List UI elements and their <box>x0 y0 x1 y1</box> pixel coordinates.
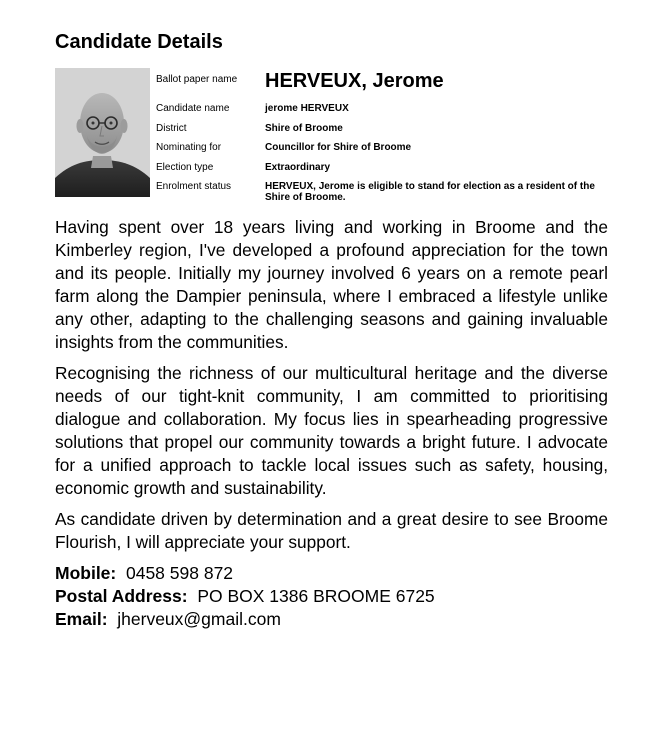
mobile-number: 0458 598 872 <box>125 563 234 583</box>
candidate-photo <box>55 68 150 197</box>
detail-row <box>156 139 608 159</box>
details-table <box>156 68 608 203</box>
detail-row <box>156 159 608 179</box>
statement-paragraph: As candidate driven by determination and a great desire to see Broome Flourish, I will appreciate your support. <box>55 509 608 552</box>
candidate-details-page <box>55 30 608 631</box>
detail-row-ballot-name <box>156 68 608 100</box>
detail-value: jerome HERVEUX <box>265 103 349 114</box>
contact-mobile <box>55 562 608 585</box>
detail-label: Election type <box>156 161 214 173</box>
detail-label: Ballot paper name <box>156 74 238 85</box>
enrolment-status: HERVEUX, Jerome is eligible to stand for election as a resident of the Shire of Broome. <box>265 181 595 203</box>
contact-email <box>55 608 608 631</box>
contact-label: Postal Address: <box>55 586 188 606</box>
contact-postal <box>55 585 608 608</box>
postal-address: PO BOX 1386 BROOME 6725 <box>197 586 435 606</box>
detail-row <box>156 120 608 140</box>
candidate-statement <box>55 216 608 554</box>
detail-value: Councillor for Shire of Broome <box>265 142 412 153</box>
detail-row <box>156 100 608 120</box>
contact-label: Email: <box>55 609 108 629</box>
statement-paragraph: Having spent over 18 years living and working in Broome and the Kimberley region, I've developed a profound appreciation for the town and its people. Initially my journey involved 6 years on a remote pearl farm along the Dampier peninsula, where I embraced a lifestyle unlike any other, adapting to the challenging seasons and gaining invaluable insights from the communities. <box>55 217 608 352</box>
detail-label: District <box>156 122 187 134</box>
detail-value: Shire of Broome <box>265 122 343 134</box>
detail-label: Candidate name <box>156 103 230 114</box>
detail-label: Nominating for <box>156 142 222 153</box>
detail-value: Extraordinary <box>265 161 331 173</box>
ballot-paper-name: HERVEUX, Jerome <box>265 70 444 92</box>
statement-paragraph: Recognising the richness of our multicultural heritage and the diverse needs of our tight-knit community, I am committed to prioritising dialogue and collaboration. My focus lies in spearheading progressive solutions that propel our community towards a bright future. I advocate for a unified approach to tackle local issues such as safety, housing, economic growth and sustainability. <box>55 363 608 498</box>
detail-label: Enrolment status <box>156 181 232 192</box>
page-title: Candidate Details <box>55 31 223 53</box>
contact-label: Mobile: <box>55 563 117 583</box>
candidate-photo-image <box>55 68 150 197</box>
contact-details <box>55 562 608 631</box>
detail-row-enrolment <box>156 178 608 203</box>
email-address: jherveux@gmail.com <box>117 609 281 629</box>
details-block <box>55 68 608 208</box>
